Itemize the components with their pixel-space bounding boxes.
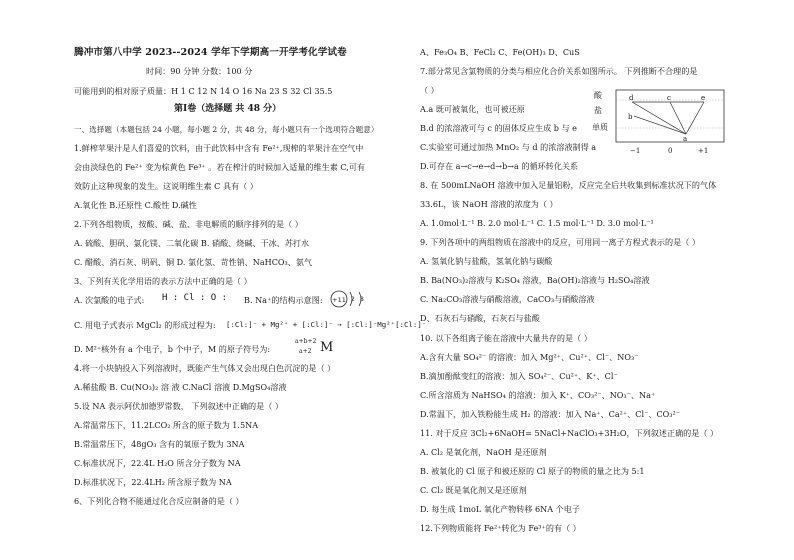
hocl-formula: H : Cl : O : bbox=[162, 293, 228, 303]
nuclide-mass-number: a+b+2 bbox=[295, 338, 317, 345]
q9-option-c: C. Na₂CO₃溶液与硝酸溶液，CaCO₃与硝酸溶液 bbox=[420, 294, 595, 304]
svg-text:2: 2 bbox=[351, 296, 355, 303]
q7-option-d: D.可存在 a→c→e→d→b→a 的循环转化关系 bbox=[420, 161, 579, 171]
q9-option-d: D、石灰石与硝酸，石灰石与盐酸 bbox=[420, 313, 540, 323]
na-structure-diagram bbox=[330, 289, 376, 309]
q11-stem: 11. 对于反应 3Cl₂+6NaOH= 5NaCl+NaClO₃+3H₂O，下列叙述正确的是（ ） bbox=[420, 428, 719, 438]
time-score: 时间：90 分钟 分数：100 分 bbox=[146, 66, 253, 76]
q11-option-d: D. 每生成 1moL 氧化产物转移 6NA 个电子 bbox=[420, 504, 580, 514]
q3-stem: 3、下列有关化学用语的表示方法中正确的是（ ） bbox=[74, 276, 252, 286]
q7-option-b: B.d 的浓溶液可与 c 的固体反应生成 b 与 e bbox=[420, 123, 577, 133]
q9-option-a: A. 氢氧化钠与盐酸，氢氧化钠与碳酸 bbox=[420, 256, 553, 266]
nuclide-letter: M bbox=[320, 340, 334, 355]
q8-stem-2: 33.6L，该 NaOH 溶液的浓度为（ ） bbox=[420, 199, 558, 209]
y-label-acid: 酸 bbox=[594, 91, 602, 100]
q2-options-cd: C. 醋酸、消石灰、明矾、铜 D. 氯化氢、苛性钠、NaHCO₃、氨气 bbox=[74, 257, 313, 267]
q1-line1: 1.鲜榨苹果汁是人们喜爱的饮料，由于此饮料中含有 Fe²⁺,现榨的苹果汁在空气中 bbox=[74, 143, 364, 153]
nuclide-atomic-number: a+2 bbox=[299, 348, 312, 355]
q11-option-a: A. Cl₂ 是氧化剂，NaOH 是还原剂 bbox=[420, 447, 547, 457]
link-e-a bbox=[686, 102, 704, 134]
q1-options: A.氧化性 B.还原性 C.酸性 D.碱性 bbox=[74, 200, 197, 210]
q6-options: A、Fe₃O₄ B、FeCl₂ C、Fe(OH)₃ D、CuS bbox=[420, 47, 580, 57]
section-desc: 一、选择题（本题包括 24 小题，每小题 2 分，共 48 分，每小题只有一个选项符合题意） bbox=[74, 125, 379, 134]
x-label-0: 0 bbox=[668, 147, 673, 155]
point-a: a bbox=[683, 135, 688, 143]
mgcl2-formation: [:Cl:]⁻ + Mg²⁺ + [:Cl:]⁻ → [:Cl:]⁻Mg²⁺[:Cl:]⁻ bbox=[226, 320, 427, 329]
q11-option-b: B. 被氧化的 Cl 原子和被还原的 Cl 原子的物质的量之比为 5:1 bbox=[420, 466, 645, 476]
q10-option-c: C.所含溶质为 NaHSO₄ 的溶液：加入 K⁺、CO₃²⁻、NO₃⁻、Na⁺ bbox=[420, 390, 656, 400]
nuclide-symbol bbox=[295, 338, 335, 360]
x-label-minus1: −1 bbox=[630, 147, 641, 155]
q4-stem: 4.将一小块钠投入下列溶液时，既能产生气体又会出现白色沉淀的是（ ） bbox=[74, 363, 336, 373]
q11-option-c: C. Cl₂ 既是氧化剂又是还原剂 bbox=[420, 485, 527, 495]
q7-option-a: A.a 既可被氧化，也可被还原 bbox=[420, 104, 525, 114]
q3-option-a: A. 次氯酸的电子式: bbox=[74, 295, 145, 305]
q5-option-d: D.标准状况下，22.4LH₂ 所含原子数为 NA bbox=[74, 477, 232, 487]
point-c: c bbox=[667, 94, 671, 102]
q5-option-c: C.标准状况下，22.4L H₂O 所含分子数为 NA bbox=[74, 458, 241, 468]
q3-option-d: D. M²⁺核外有 a 个电子，b 个中子，M 的原子符号为: bbox=[74, 344, 271, 354]
q7-paren: （ ） bbox=[420, 85, 439, 95]
x-label-plus1: +1 bbox=[698, 147, 709, 155]
q10-option-a: A.含有大量 SO₄²⁻ 的溶液：加入 Mg²⁺、Cu²⁺、Cl⁻、NO₃⁻ bbox=[420, 352, 639, 362]
q10-stem: 10. 以下各组离子能在溶液中大量共存的是（ ） bbox=[420, 333, 592, 343]
q2-options-ab: A. 硫酸、胆矾、氯化镁、二氧化碳 B. 硝酸、烧碱、干冰、苏打水 bbox=[74, 238, 310, 248]
q5-stem: 5.设 NA 表示阿伏加德罗常数， 下列叙述中正确的是（ ） bbox=[74, 401, 284, 411]
chlorine-valence-diagram bbox=[592, 88, 728, 158]
q4-options: A.稀盐酸 B. Cu(NO₃)₂ 溶 液 C.NaCl 溶液 D.MgSO₄溶液 bbox=[74, 382, 287, 392]
q6-stem: 6、下列化合物不能通过化合反应制备的是（ ） bbox=[74, 496, 244, 506]
atomic-masses: 可能用到的相对原子质量：H 1 C 12 N 14 O 16 Na 23 S 32 Cl 35.5 bbox=[74, 86, 333, 96]
q1-line2: 会由淡绿色的 Fe²⁺ 变为棕黄色 Fe³⁺ 。若在榨汁的时候加入适量的维生素 C,可有 bbox=[74, 162, 366, 172]
q3-option-b: B. Na⁺的结构示意图: bbox=[244, 295, 323, 305]
q7-option-c: C.实验室可通过加热 MnO₂ 与 d 的浓溶液制得 a bbox=[420, 142, 597, 152]
q8-stem: 8. 在 500mLNaOH 溶液中加入足量铝粉，反应完全后共收集到标准状况下的气体 bbox=[420, 180, 717, 190]
exam-title: 腾冲市第八中学 2023--2024 学年下学期高一开学考化学试卷 bbox=[74, 47, 347, 58]
svg-text:+11: +11 bbox=[332, 296, 346, 304]
point-b: b bbox=[628, 113, 633, 121]
q10-option-d: D.常温下，加入铁粉能生成 H₂ 的溶液：加入 Na⁺、Ca²⁺、Cl⁻、CO₃²⁻ bbox=[420, 409, 681, 419]
y-label-element: 单质 bbox=[592, 123, 608, 132]
q1-line3: 效防止这种现象的发生。这说明维生素 C 具有（ ） bbox=[74, 181, 258, 191]
q12-stem: 12.下列物质能将 Fe²⁺转化为 Fe³⁺的有（ ） bbox=[420, 523, 581, 533]
y-label-salt: 盐 bbox=[594, 106, 602, 115]
q9-option-b: B. Ba(NO₃)₂溶液与 K₂SO₄ 溶液，Ba(OH)₂溶液与 H₂SO₄溶液 bbox=[420, 275, 650, 285]
point-d: d bbox=[629, 94, 634, 102]
q7-stem: 7.部分常见含氯物质的分类与相应化合价关系如图所示。 下列推断不合理的是 bbox=[420, 66, 698, 76]
q8-options: A. 1.0mol·L⁻¹ B. 2.0 mol·L⁻¹ C. 1.5 mol·L⁻¹ D. 3.0 mol·L⁻¹ bbox=[420, 218, 654, 228]
point-e: e bbox=[701, 94, 706, 102]
q5-option-b: B.常温常压下，48gO₃ 含有的氧原子数为 3NA bbox=[74, 439, 245, 449]
svg-text:8: 8 bbox=[360, 296, 364, 303]
q5-option-a: A.常温常压下，11.2LCO₂ 所含的原子数为 1.5NA bbox=[74, 420, 259, 430]
q10-option-b: B.滴加酚酞变红的溶液：加入 SO₄²⁻、Cu²⁺、K⁺、Cl⁻ bbox=[420, 371, 618, 381]
q9-stem: 9. 下列各项中的两组物质在溶液中的反应，可用同一离子方程式表示的是（ ） bbox=[420, 237, 700, 247]
q2-stem: 2.下列各组物质，按酸、碱、盐、非电解质的顺序排列的是（ ） bbox=[74, 219, 303, 229]
section-title: 第Ⅰ卷（选择题 共 48 分） bbox=[174, 104, 282, 114]
q3-option-c: C. 用电子式表示 MgCl₂ 的形成过程为: bbox=[74, 320, 216, 330]
